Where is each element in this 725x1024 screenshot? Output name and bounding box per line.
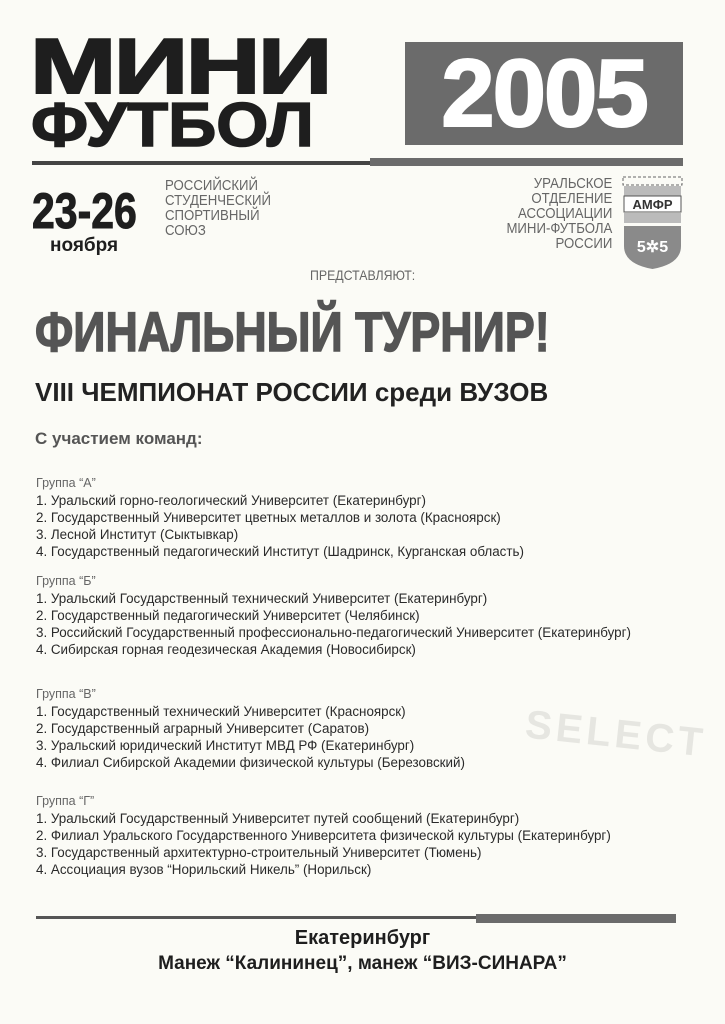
participants-label: С участием команд: [35,429,203,448]
team-item: 3. Уральский юридический Институт МВД РФ (Екатеринбург) [36,738,415,753]
amfr-shield-logo [622,176,683,270]
date-range: 23-26 [32,183,137,239]
team-item: 2. Филиал Уральского Государственного Университета физической культуры (Екатеринбург) [36,828,611,843]
team-item: 1. Уральский Государственный Университет путей сообщений (Екатеринбург) [36,811,520,826]
group-heading: Группа “В” [36,687,96,701]
team-item: 2. Государственный Университет цветных металлов и золота (Красноярск) [36,510,501,525]
title-mini-text: МИНИ [30,22,330,110]
venues: Манеж “Калининец”, манеж “ВИЗ-СИНАРА” [158,953,567,974]
headline-text: ФИНАЛЬНЫЙ ТУРНИР! [35,300,550,363]
team-item: 3. Лесной Институт (Сыктывкар) [36,527,239,542]
group-heading: Группа “Г” [36,794,95,808]
organizer-right [492,176,612,251]
divider-bottom [36,916,476,919]
organizer-left [165,178,285,238]
svg-text:АМФР: АМФР [632,197,673,212]
year: 2005 [441,40,647,147]
organizer-left-line: СПОРТИВНЫЙ [165,207,260,224]
event-month: ноября [50,235,119,256]
group-heading: Группа “Б” [36,574,96,588]
event-dates [32,183,160,239]
organizer-right-line: АССОЦИАЦИИ [517,205,612,222]
team-item: 2. Государственный педагогический Университет (Челябинск) [36,608,420,623]
team-item: 4. Государственный педагогический Институт (Шадринск, Курганская область) [36,544,524,559]
team-item: 2. Государственный аграрный Университет (Саратов) [36,721,370,736]
divider-top [32,161,377,165]
team-item: 1. Уральский горно-геологический Университет (Екатеринбург) [36,493,426,508]
presents-text: ПРЕДСТАВЛЯЮТ: [310,267,416,283]
divider-top-thick [370,158,683,166]
headline [35,300,678,363]
team-item: 3. Государственный архитектурно-строительный Университет (Тюмень) [36,845,482,860]
divider-bottom-thick [476,914,676,923]
group-g [36,793,611,878]
city: Екатеринбург [294,927,431,949]
organizer-left-line: РОССИЙСКИЙ [165,177,259,194]
group-b [36,573,631,658]
title-futbol [31,91,314,160]
team-item: 4. Ассоциация вузов “Норильский Никель” (Норильск) [36,862,372,877]
team-item: 4. Сибирская горная геодезическая Академия (Новосибирск) [36,642,416,657]
title-mini [30,22,330,110]
organizer-left-line: СОЮЗ [165,222,206,239]
organizer-right-line: МИНИ-ФУТБОЛА [506,220,612,237]
presents-label [310,267,430,283]
title-futbol-text: ФУТБОЛ [31,91,314,160]
team-item: 4. Филиал Сибирской Академии физической культуры (Березовский) [36,755,465,770]
group-heading: Группа “А” [36,476,96,490]
group-v [36,686,465,771]
group-a [36,475,524,560]
organizer-left-line: СТУДЕНЧЕСКИЙ [165,192,272,209]
organizer-right-line: ОТДЕЛЕНИЕ [531,190,612,207]
team-item: 1. Уральский Государственный технический Университет (Екатеринбург) [36,591,488,606]
year-box [405,42,683,145]
organizer-right-line: УРАЛЬСКОЕ [533,175,612,192]
team-item: 1. Государственный технический Университет (Красноярск) [36,704,406,719]
team-item: 3. Российский Государственный профессионально-педагогический Университет (Екатеринбург) [36,625,631,640]
watermark: SELECT [523,702,709,766]
svg-text:5✲5: 5✲5 [636,239,669,256]
championship-subtitle: VIII ЧЕМПИОНАТ РОССИИ среди ВУЗОВ [35,377,549,407]
organizer-right-line: РОССИИ [555,235,612,252]
